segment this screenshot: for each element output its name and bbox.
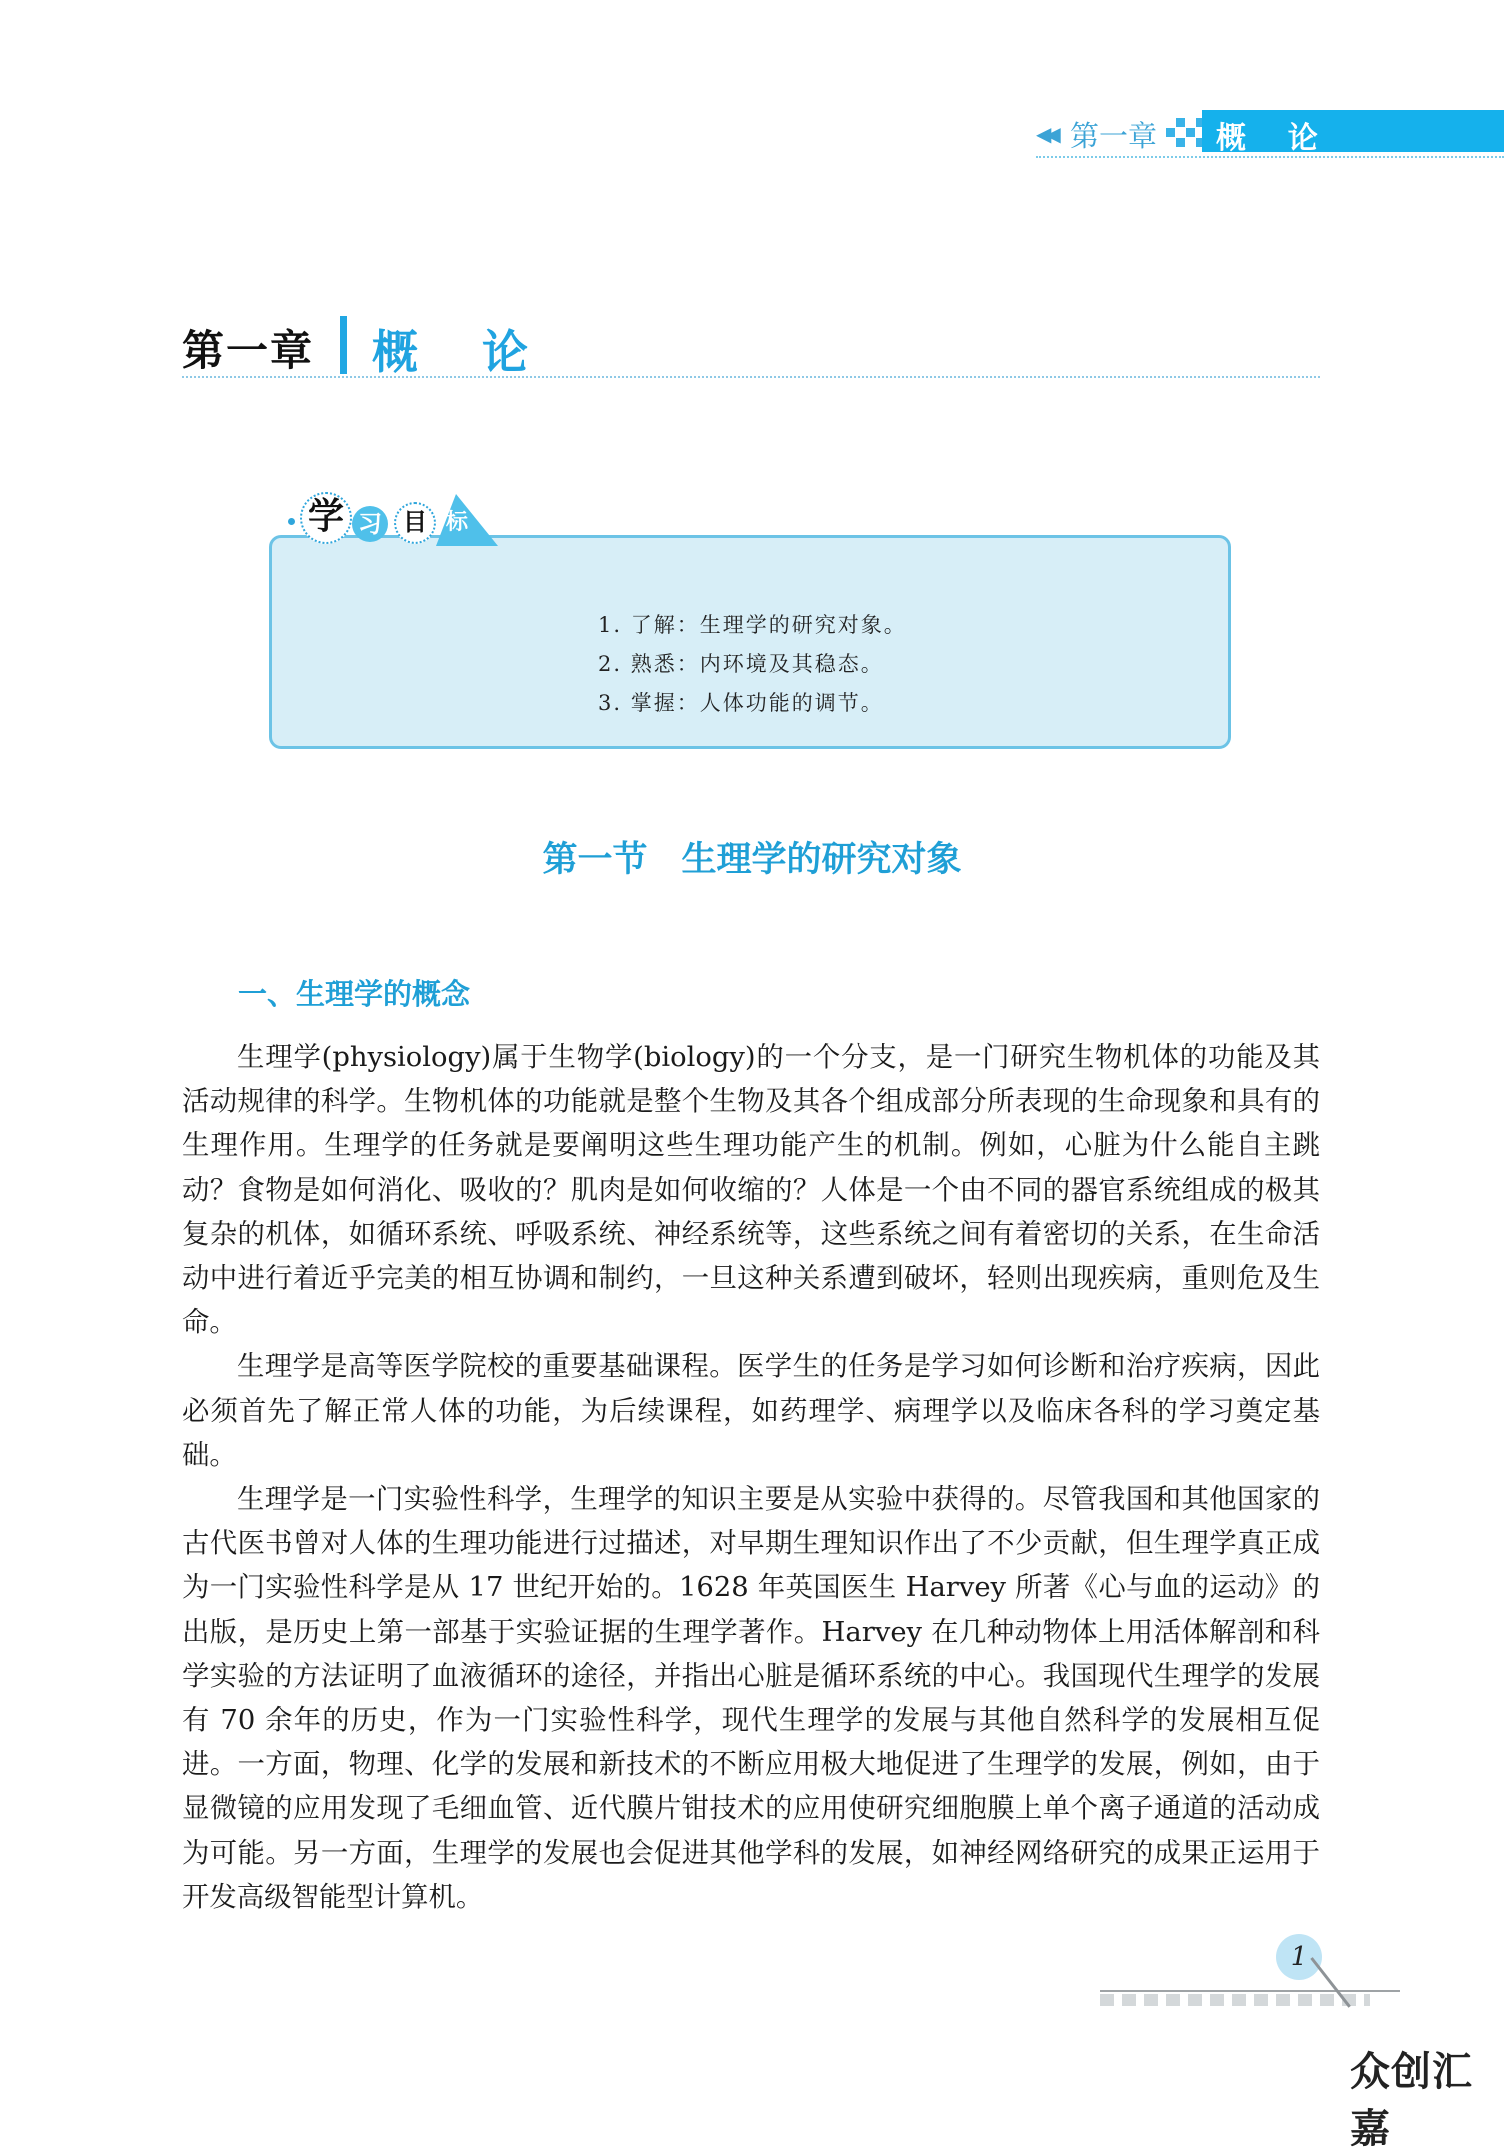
- tag-char: 习: [352, 506, 388, 542]
- running-header-divider: [1036, 156, 1504, 158]
- running-header-chapter: 第一章: [1070, 119, 1158, 153]
- learning-objectives-list: [598, 606, 907, 723]
- footer-decoration: [1100, 1970, 1400, 2010]
- running-header: [1036, 108, 1504, 160]
- section-title: 生理学的研究对象: [681, 840, 962, 880]
- objective-item: 1. 了解：生理学的研究对象。: [598, 613, 907, 637]
- chapter-accent-bar: [340, 316, 347, 374]
- running-header-bar: [1202, 110, 1504, 156]
- paragraph: 生理学是一门实验性科学，生理学的知识主要是从实验中获得的。尽管我国和其他国家的古代医书曾对人体的生理功能进行过描述，对早期生理知识作出了不少贡献，但生理学真正成为一门实验性科学是从 17 世纪开始的。1628 年英国医生 Harvey 所著《心与血的运动》的出版，是历史上第一部基于实验证据的生理学著作。Harvey 在几种动物体上用活体解剖和科学实验的方法证明了血液循环的途径，并指出心脏是循环系统的中心。我国现代生理学的发展有 70 余年的历史，作为一门实验性科学，现代生理学的发展与其他自然科学的发展相互促进。一方面，物理、化学的发展和新技术的不断应用极大地促进了生理学的发展，例如，由于显微镜的应用发现了毛细血管、近代膜片钳技术的应用使研究细胞膜上单个离子通道的活动成为可能。另一方面，生理学的发展也会促进其他学科的发展，如神经网络研究的成果正运用于开发高级智能型计算机。: [182, 1484, 1320, 1913]
- body-text: [182, 1036, 1320, 1920]
- footer-checker: [1100, 1994, 1370, 2006]
- tag-char: 学: [300, 492, 352, 544]
- section-number: 第一节: [542, 840, 648, 880]
- objective-item: 3. 掌握：人体功能的调节。: [598, 691, 884, 715]
- chapter-title: 概 论: [372, 325, 529, 379]
- chapter-divider: [182, 376, 1320, 378]
- page-number: 1: [1276, 1934, 1322, 1980]
- paragraph: 生理学是高等医学院校的重要基础课程。医学生的任务是学习如何诊断和治疗疾病，因此必须首先了解正常人体的功能，为后续课程，如药理学、病理学以及临床各科的学习奠定基础。: [182, 1351, 1320, 1471]
- double-left-arrow-icon: ◀◀: [1036, 122, 1055, 146]
- watermark: 众创汇嘉: [1350, 2049, 1473, 2152]
- paragraph: 生理学(physiology)属于生物学(biology)的一个分支，是一门研究生物机体的功能及其活动规律的科学。生物机体的功能就是整个生物及其各个组成部分所表现的生命现象和具有的生理作用。生理学的任务就是要阐明这些生理功能产生的机制。例如，心脏为什么能自主跳动？食物是如何消化、吸收的？肌肉是如何收缩的？人体是一个由不同的器官系统组成的极其复杂的机体，如循环系统、呼吸系统、神经系统等，这些系统之间有着密切的关系，在生命活动中进行着近乎完美的相互协调和制约，一旦这种关系遭到破坏，轻则出现疾病，重则危及生命。: [182, 1042, 1320, 1339]
- footer-line: [1100, 1990, 1400, 1992]
- tag-char: 标: [445, 510, 468, 535]
- learning-objectives-tag: [286, 488, 508, 556]
- section-heading: [0, 832, 1504, 882]
- tag-dot: [288, 518, 295, 525]
- tag-char: 目: [394, 502, 436, 544]
- chapter-number: 第一章: [182, 326, 315, 375]
- subsection-heading: 一、生理学的概念: [238, 977, 471, 1011]
- chapter-heading: [182, 312, 1320, 378]
- objective-item: 2. 熟悉：内环境及其稳态。: [598, 652, 884, 676]
- running-header-title: 概 论: [1216, 121, 1318, 156]
